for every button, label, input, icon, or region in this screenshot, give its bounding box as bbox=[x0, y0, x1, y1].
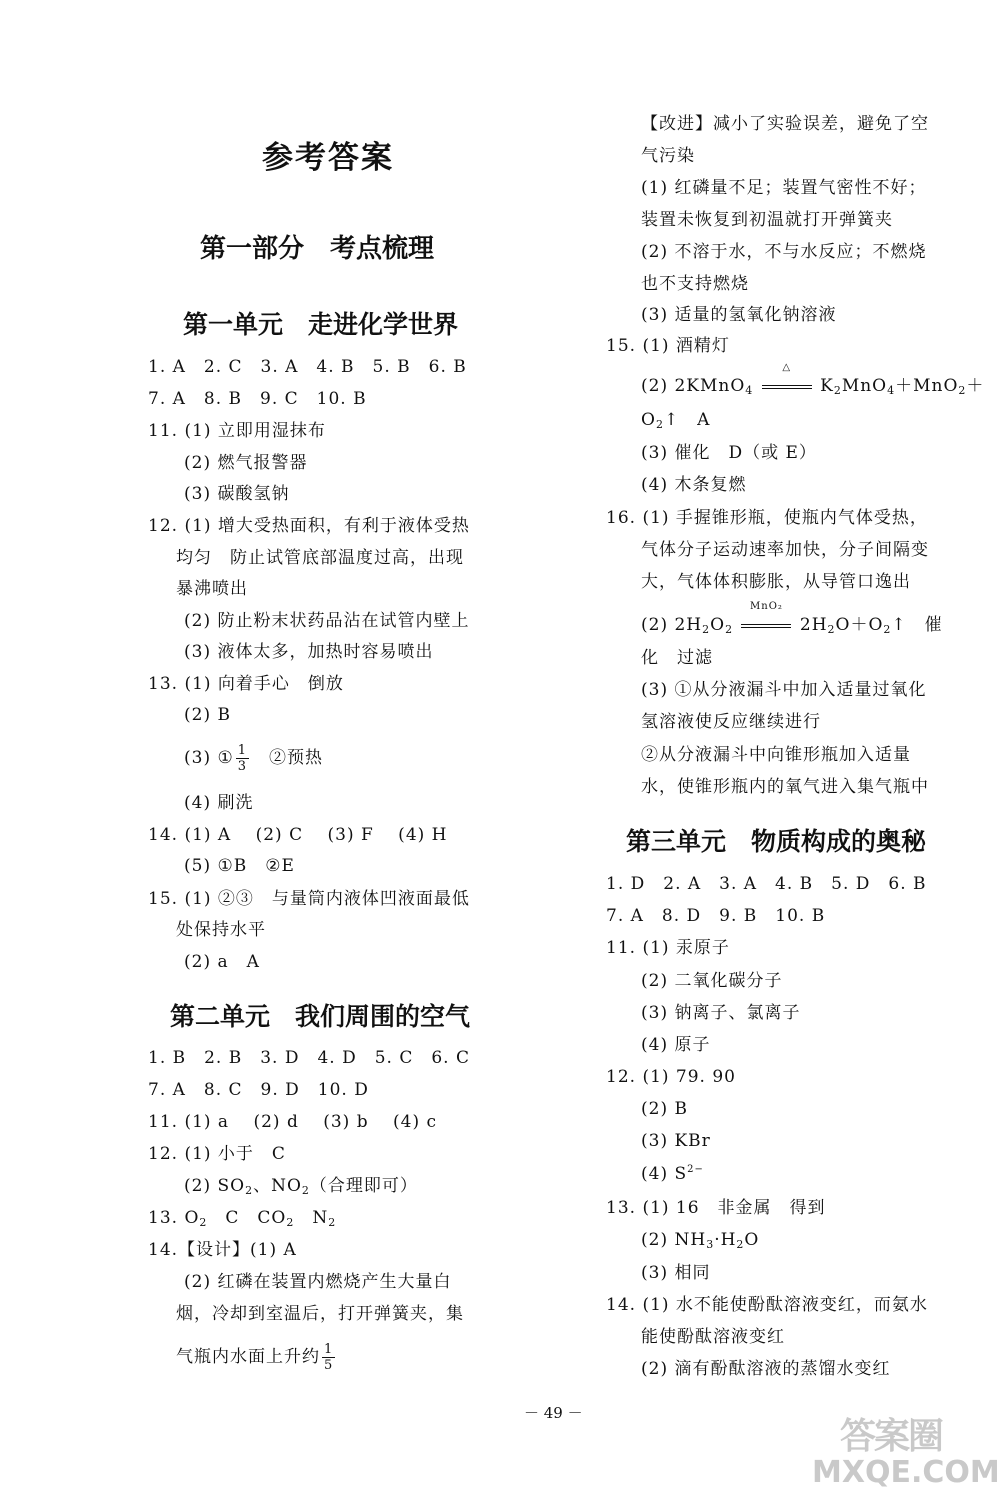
answer-line: 大，气体体积膨胀，从导管口逸出 bbox=[641, 572, 911, 592]
answer-line: 11. (1) a (2) d (3) b (4) c bbox=[148, 1112, 438, 1132]
reaction-arrow bbox=[741, 601, 791, 636]
subscript: 2 bbox=[827, 623, 836, 636]
answer-line-formula bbox=[184, 1175, 418, 1197]
fraction-numerator: 1 bbox=[237, 743, 248, 758]
answer-line: 13. (1) 向着手心 倒放 bbox=[148, 674, 344, 694]
answer-line-fraction bbox=[176, 1337, 337, 1377]
answer-line: (3) 催化 D（或 E） bbox=[641, 443, 817, 463]
answer-line: 15. (1) 酒精灯 bbox=[606, 336, 730, 356]
answer-line: 14. (1) A (2) C (3) F (4) H bbox=[148, 825, 448, 845]
subscript: 2 bbox=[702, 623, 711, 636]
answer-line-formula bbox=[641, 1163, 704, 1185]
formula-text: (2) NH bbox=[641, 1230, 707, 1250]
answer-line: 11. (1) 汞原子 bbox=[606, 938, 730, 958]
answer-line: 14. (1) 水不能使酚酞溶液变红，而氨水 bbox=[606, 1295, 928, 1315]
formula-text: C CO bbox=[207, 1208, 287, 1228]
part-title: 第一部分 考点梳理 bbox=[200, 234, 435, 264]
formula-text: (4) S bbox=[641, 1164, 688, 1184]
formula-text: MnO bbox=[841, 376, 888, 396]
answer-line: 13. (1) 16 非金属 得到 bbox=[606, 1198, 826, 1218]
subscript: 2 bbox=[655, 418, 664, 431]
answer-line: 水，使锥形瓶内的氧气进入集气瓶中 bbox=[641, 777, 929, 797]
answer-text: (3) ① bbox=[184, 748, 234, 768]
formula-text: ↑ A bbox=[663, 410, 711, 430]
answer-line: (2) B bbox=[641, 1099, 688, 1119]
subscript: 4 bbox=[887, 384, 896, 397]
answer-line: (5) ①B ②E bbox=[184, 856, 295, 876]
subscript: 2 bbox=[199, 1216, 208, 1229]
answer-line: 7. A 8. C 9. D 10. D bbox=[148, 1080, 369, 1100]
answer-line-formula bbox=[148, 1207, 336, 1229]
subscript: 3 bbox=[706, 1238, 715, 1251]
answer-line: (4) 原子 bbox=[641, 1035, 711, 1055]
formula-text: 、NO bbox=[253, 1176, 302, 1196]
fraction-numerator: 1 bbox=[324, 1342, 334, 1357]
answer-line: (2) 燃气报警器 bbox=[184, 453, 308, 473]
formula-text: N bbox=[294, 1208, 329, 1228]
answer-line: (4) 刷洗 bbox=[184, 793, 254, 813]
unit-title-1: 第一单元 走进化学世界 bbox=[183, 310, 459, 339]
answer-line: 7. A 8. B 9. C 10. B bbox=[148, 389, 367, 409]
page-number: － 49 － bbox=[524, 1404, 583, 1422]
reaction-condition: △ bbox=[782, 362, 792, 373]
answer-line: (3) KBr bbox=[641, 1131, 711, 1151]
subscript: 4 bbox=[745, 384, 754, 397]
fraction-one-third bbox=[236, 743, 249, 774]
reaction-condition: MnO₂ bbox=[750, 601, 783, 612]
answer-line: (1) 红磷量不足；装置气密性不好； bbox=[641, 178, 927, 198]
formula-text: (2) 2H bbox=[641, 615, 703, 635]
answer-line: (2) 不溶于水，不与水反应；不燃烧 bbox=[641, 242, 927, 262]
formula-text: (2) 2KMnO bbox=[641, 376, 746, 396]
answer-line: (3) 碳酸氢钠 bbox=[184, 484, 290, 504]
answer-line: (2) 滴有酚酞溶液的蒸馏水变红 bbox=[641, 1359, 891, 1379]
formula-text: K bbox=[820, 376, 834, 396]
answer-text: 气瓶内水面上升约 bbox=[176, 1347, 320, 1367]
subscript: 2 bbox=[833, 384, 842, 397]
answer-line: 【改进】减小了实验误差，避免了空 bbox=[641, 114, 929, 134]
formula-text: O bbox=[744, 1230, 760, 1250]
answer-line: (4) 木条复燃 bbox=[641, 475, 747, 495]
answer-line: 装置未恢复到初温就打开弹簧夹 bbox=[641, 210, 893, 230]
formula-text: O＋O bbox=[835, 615, 884, 635]
answer-line: 烟，冷却到室温后，打开弹簧夹，集 bbox=[176, 1304, 464, 1324]
formula-text: ·H bbox=[714, 1230, 737, 1250]
page-title: 参考答案 bbox=[262, 140, 394, 176]
reaction-arrow bbox=[762, 362, 812, 397]
answer-line: (2) B bbox=[184, 705, 231, 725]
answer-line: 暴沸喷出 bbox=[176, 579, 248, 599]
answer-line: (3) 液体太多，加热时容易喷出 bbox=[184, 642, 434, 662]
subscript: 2 bbox=[301, 1184, 310, 1197]
answer-line: 1. D 2. A 3. A 4. B 5. D 6. B bbox=[606, 874, 927, 894]
subscript: 2 bbox=[328, 1216, 337, 1229]
answer-line: 12. (1) 79. 90 bbox=[606, 1067, 736, 1087]
fraction-denominator: 3 bbox=[237, 759, 248, 774]
unit-title-3: 第三单元 物质构成的奥秘 bbox=[626, 827, 927, 856]
subscript: 2 bbox=[286, 1216, 295, 1229]
answer-line: 12. (1) 小于 C bbox=[148, 1144, 286, 1164]
answer-text: ②预热 bbox=[269, 748, 324, 768]
answer-line-fraction bbox=[184, 738, 323, 778]
formula-text: O bbox=[710, 615, 726, 635]
answer-line: 7. A 8. D 9. B 10. B bbox=[606, 906, 826, 926]
formula-text: 2H bbox=[799, 615, 828, 635]
subscript: 2 bbox=[725, 623, 734, 636]
equation-h2o2 bbox=[641, 601, 943, 636]
fraction-denominator: 5 bbox=[324, 1358, 334, 1373]
answer-line: (2) 红磷在装置内燃烧产生大量白 bbox=[184, 1272, 452, 1292]
equation-kmno4 bbox=[641, 362, 985, 397]
watermark-logo: 答案圈 bbox=[840, 1416, 943, 1457]
subscript: 2 bbox=[736, 1238, 745, 1251]
answer-line: 化 过滤 bbox=[641, 648, 713, 668]
subscript: 2 bbox=[958, 384, 967, 397]
subscript: 2 bbox=[245, 1184, 254, 1197]
superscript: 2− bbox=[687, 1164, 704, 1175]
answer-line: (3) 适量的氢氧化钠溶液 bbox=[641, 305, 837, 325]
answer-line: 1. B 2. B 3. D 4. D 5. C 6. C bbox=[148, 1048, 471, 1068]
watermark-site: MXQE.COM bbox=[812, 1455, 1000, 1490]
answer-line: 均匀 防止试管底部温度过高，出现 bbox=[176, 548, 464, 568]
answer-line: (2) 防止粉末状药品沾在试管内壁上 bbox=[184, 611, 470, 631]
answer-line: 处保持水平 bbox=[176, 920, 266, 940]
fraction-one-fifth bbox=[322, 1342, 335, 1373]
answer-line: (2) 二氧化碳分子 bbox=[641, 971, 783, 991]
formula-text: （合理即可） bbox=[309, 1176, 418, 1196]
formula-text: ＋ bbox=[966, 376, 985, 396]
answer-line-formula bbox=[641, 409, 710, 431]
answer-line: 能使酚酞溶液变红 bbox=[641, 1327, 785, 1347]
answer-line: 氢溶液使反应继续进行 bbox=[641, 712, 821, 732]
formula-text: (2) SO bbox=[184, 1176, 246, 1196]
answer-line: 16. (1) 手握锥形瓶，使瓶内气体受热， bbox=[606, 508, 928, 528]
unit-title-2: 第二单元 我们周围的空气 bbox=[170, 1002, 471, 1031]
answer-line: 气污染 bbox=[641, 146, 695, 166]
answer-line: (2) a A bbox=[184, 952, 260, 972]
answer-line: 1. A 2. C 3. A 4. B 5. B 6. B bbox=[148, 357, 467, 377]
formula-text: ＋MnO bbox=[895, 376, 959, 396]
answer-line: 14.【设计】(1) A bbox=[148, 1240, 297, 1260]
answer-line: 也不支持燃烧 bbox=[641, 274, 749, 294]
answer-line-formula bbox=[641, 1229, 759, 1251]
subscript: 2 bbox=[883, 623, 892, 636]
answer-line: (3) 相同 bbox=[641, 1263, 711, 1283]
answer-line: (3) ①从分液漏斗中加入适量过氧化 bbox=[641, 680, 927, 700]
formula-text: ↑ 催 bbox=[891, 615, 943, 635]
answer-line: ②从分液漏斗中向锥形瓶加入适量 bbox=[641, 745, 911, 765]
answer-line: 12. (1) 增大受热面积，有利于液体受热 bbox=[148, 516, 470, 536]
answer-line: 11. (1) 立即用湿抹布 bbox=[148, 421, 326, 441]
answer-line: 气体分子运动速率加快，分子间隔变 bbox=[641, 540, 929, 560]
formula-text: O bbox=[641, 410, 656, 430]
answer-line: 15. (1) ②③ 与量筒内液体凹液面最低 bbox=[148, 889, 470, 909]
formula-text: 13. O bbox=[148, 1208, 200, 1228]
answer-line: (3) 钠离子、氯离子 bbox=[641, 1003, 801, 1023]
